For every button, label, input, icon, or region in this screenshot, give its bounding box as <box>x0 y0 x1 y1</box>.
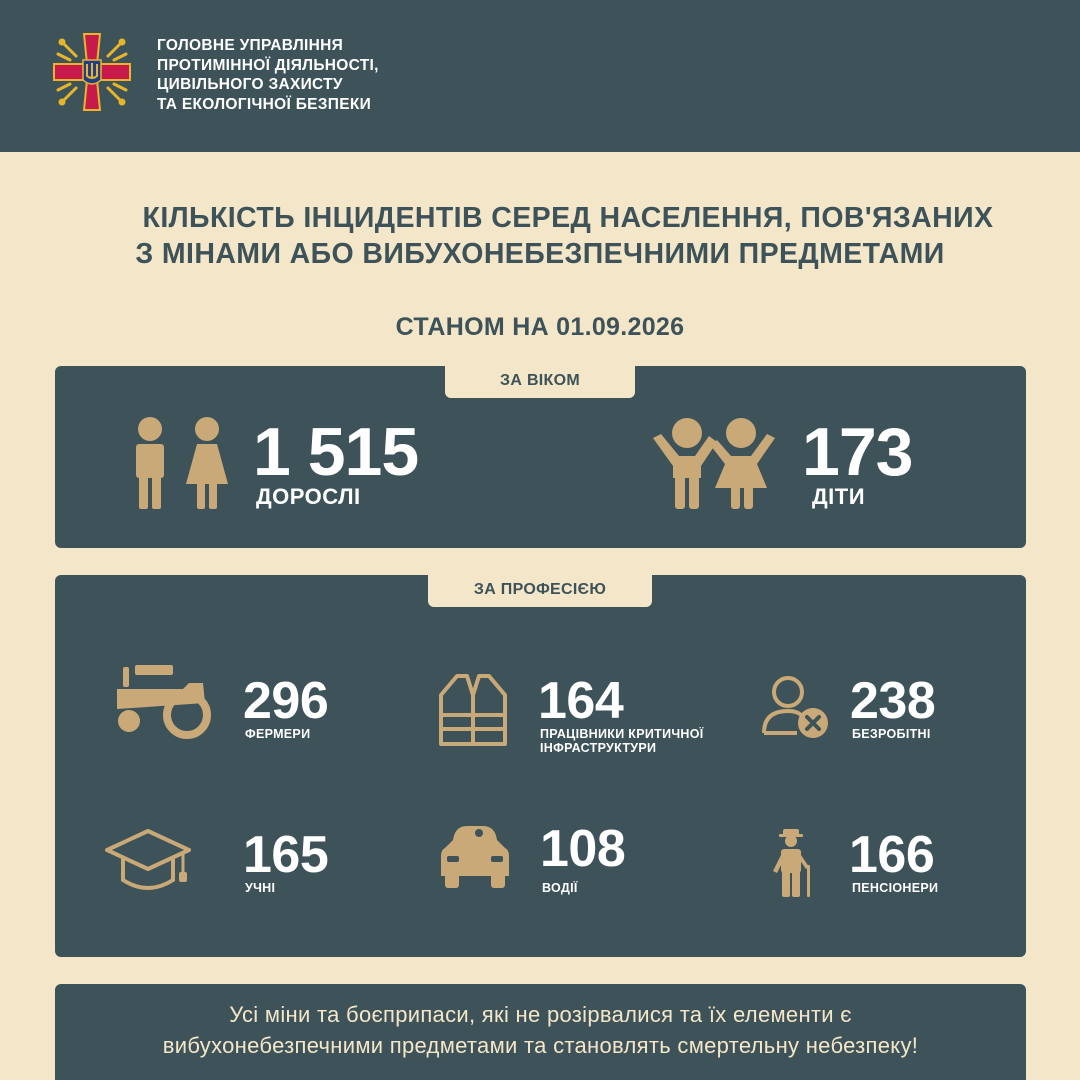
header-banner <box>0 0 1080 152</box>
label-line: ІНФРАСТРУКТУРИ <box>540 741 657 756</box>
organization-name <box>157 36 379 114</box>
adults-label: ДОРОСЛІ <box>256 484 361 509</box>
profession-panel <box>55 575 1026 957</box>
org-line: ЦИВІЛЬНОГО ЗАХИСТУ <box>157 76 343 93</box>
org-line: ГОЛОВНЕ УПРАВЛІННЯ <box>157 37 344 54</box>
report-date: СТАНОМ НА 01.09.2026 <box>395 313 685 341</box>
adults-count: 1 515 <box>253 414 419 490</box>
car-icon <box>439 820 511 890</box>
warning-line-2: вибухонебезпечними предметами та становлять смертельну небезпеку! <box>162 1033 919 1058</box>
graduation-cap-icon <box>105 828 191 894</box>
age-section-tag: ЗА ВІКОМ <box>445 365 635 398</box>
title-line-2: З МІНАМИ АБО ВИБУХОНЕБЕЗПЕЧНИМИ ПРЕДМЕТАМИ <box>135 238 945 270</box>
students-count: 165 <box>243 826 329 884</box>
students-label <box>245 881 275 895</box>
org-line: ТА ЕКОЛОГІЧНОЇ БЕЗПЕКИ <box>157 95 372 113</box>
tractor-icon <box>113 663 213 739</box>
unemployed-label <box>852 727 931 741</box>
label-line: БЕЗРОБІТНІ <box>852 727 931 741</box>
org-line: ПРОТИМІННОЇ ДІЯЛЬНОСТІ, <box>157 56 379 74</box>
label-line: ПРАЦІВНИКИ КРИТИЧНОЇ <box>540 727 704 741</box>
children-label: ДІТИ <box>812 484 866 509</box>
label-line: ВОДІЇ <box>542 881 578 895</box>
children-icon <box>651 416 777 510</box>
warning-footer <box>55 984 1026 1080</box>
children-count: 173 <box>802 414 913 490</box>
pensioners-count: 166 <box>849 826 935 884</box>
drivers-label <box>542 881 578 895</box>
label-line: УЧНІ <box>245 881 276 895</box>
infrastructure-count: 164 <box>538 672 624 730</box>
unemployed-count: 238 <box>850 672 936 730</box>
unemployed-user-icon <box>761 675 831 741</box>
pensioners-label <box>852 881 938 895</box>
drivers-count: 108 <box>540 820 626 878</box>
elderly-person-icon <box>771 827 817 899</box>
warning-line-1: Усі міни та боєприпаси, які не розірвалися та їх елементи є <box>229 1002 852 1027</box>
age-panel <box>55 366 1026 548</box>
safety-vest-icon <box>437 673 509 747</box>
farmers-count: 296 <box>243 672 329 730</box>
page-title <box>0 200 1080 272</box>
adults-icon <box>133 416 229 510</box>
warning-text <box>55 999 1026 1061</box>
profession-section-tag: ЗА ПРОФЕСІЄЮ <box>428 574 652 607</box>
label-line: ФЕРМЕРИ <box>245 727 311 741</box>
farmers-label <box>245 727 310 741</box>
label-line: ПЕНСІОНЕРИ <box>852 881 939 895</box>
infrastructure-label <box>540 727 704 756</box>
title-line-1: КІЛЬКІСТЬ ІНЦИДЕНТІВ СЕРЕД НАСЕЛЕННЯ, ПОВ'ЯЗАНИХ <box>142 202 994 234</box>
armed-forces-emblem-icon <box>50 30 134 114</box>
